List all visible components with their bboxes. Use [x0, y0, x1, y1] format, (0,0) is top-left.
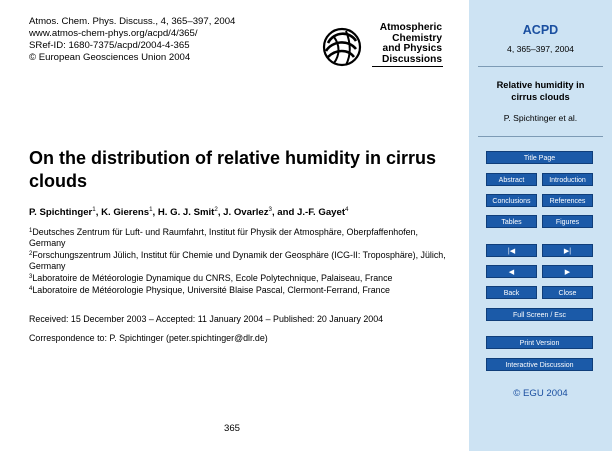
author-list — [29, 206, 348, 218]
short-title: Relative humidity in cirrus clouds — [496, 80, 585, 102]
affiliation-text: Forschungszentrum Jülich, Institut für Chemie und Dynamik der Geosphäre (ICG-II: Troposphäre), Jülich, Germany — [29, 250, 446, 271]
previous-page-button[interactable]: ◀ — [486, 265, 537, 278]
journal-url[interactable]: www.atmos-chem-phys.org/acpd/4/365/ — [29, 28, 198, 39]
author-sup: 1 — [149, 206, 153, 213]
logo-line: and Physics — [382, 43, 442, 54]
author-sup: 2 — [214, 206, 218, 213]
first-page-button[interactable]: |◀ — [486, 244, 537, 257]
logo-rule — [372, 66, 443, 67]
affiliation-text: Deutsches Zentrum für Luft- und Raumfahrt, Institut für Physik der Atmosphäre, Oberpfaffenhofen, Germany — [29, 227, 418, 248]
received-dates: Received: 15 December 2003 – Accepted: 11 January 2004 – Published: 20 January 2004 — [29, 314, 384, 324]
copyright-line: © European Geosciences Union 2004 — [29, 52, 191, 63]
affiliation — [29, 249, 454, 272]
affiliation-text: Laboratoire de Météorologie Dynamique du CNRS, Ecole Polytechnique, Palaiseau, France — [32, 273, 393, 283]
navigation-sidebar — [469, 0, 612, 451]
affiliation — [29, 284, 454, 296]
author-separator: , — [152, 207, 158, 218]
author-sup: 4 — [345, 206, 349, 213]
divider — [478, 136, 603, 137]
affiliation-sup: 3 — [29, 274, 33, 280]
journal-abbrev: ACPD — [522, 23, 559, 37]
affiliation-sup: 2 — [29, 251, 33, 257]
page-number: 365 — [224, 423, 241, 434]
author-sup: 1 — [92, 206, 96, 213]
egu-copyright: © EGU 2004 — [513, 388, 568, 399]
volume-info: 4, 365–397, 2004 — [507, 44, 574, 54]
author-name: H. G. J. Smit — [157, 207, 215, 218]
tables-button[interactable]: Tables — [486, 215, 537, 228]
affiliation-text: Laboratoire de Météorologie Physique, Université Blaise Pascal, Clermont-Ferrand, France — [32, 285, 390, 295]
figures-button[interactable]: Figures — [542, 215, 593, 228]
logo-wordmark — [320, 23, 442, 65]
author-separator: , — [217, 207, 224, 218]
affiliation-sup: 4 — [29, 286, 33, 292]
correspondence: Correspondence to: P. Spichtinger (peter.spichtinger@dlr.de) — [29, 333, 268, 343]
logo-line: Discussions — [381, 53, 442, 65]
full-screen-button[interactable]: Full Screen / Esc — [486, 308, 593, 321]
interactive-discussion-button[interactable]: Interactive Discussion — [486, 358, 593, 371]
introduction-button[interactable]: Introduction — [542, 173, 593, 186]
close-button[interactable]: Close — [542, 286, 593, 299]
affiliations — [29, 226, 454, 296]
logo-line: Atmospheric — [379, 22, 442, 33]
author-separator: , — [95, 207, 102, 218]
next-page-button[interactable]: ▶ — [542, 265, 593, 278]
author-name: P. Spichtinger — [29, 207, 93, 218]
author-name: J.-F. Gayet — [297, 207, 346, 218]
author-name: K. Gierens — [101, 207, 150, 218]
sref-id: SRef-ID: 1680-7375/acpd/2004-4-365 — [29, 40, 190, 51]
short-authors: P. Spichtinger et al. — [503, 113, 578, 123]
title-page-button[interactable]: Title Page — [486, 151, 593, 164]
affiliation — [29, 226, 454, 249]
author-name: J. Ovarlez — [223, 207, 269, 218]
divider — [478, 66, 603, 67]
author-sup: 3 — [268, 206, 272, 213]
affiliation — [29, 272, 454, 284]
affiliation-sup: 1 — [29, 228, 33, 234]
abstract-button[interactable]: Abstract — [486, 173, 537, 186]
conclusions-button[interactable]: Conclusions — [486, 194, 537, 207]
journal-logo — [320, 23, 444, 73]
print-version-button[interactable]: Print Version — [486, 336, 593, 349]
back-button[interactable]: Back — [486, 286, 537, 299]
references-button[interactable]: References — [542, 194, 593, 207]
citation-line: Atmos. Chem. Phys. Discuss., 4, 365–397, 2004 — [29, 16, 236, 27]
author-separator: , and — [271, 207, 298, 218]
logo-line: Chemistry — [392, 32, 442, 44]
last-page-button[interactable]: ▶| — [542, 244, 593, 257]
paper-title: On the distribution of relative humidity in cirrus clouds — [29, 148, 437, 191]
